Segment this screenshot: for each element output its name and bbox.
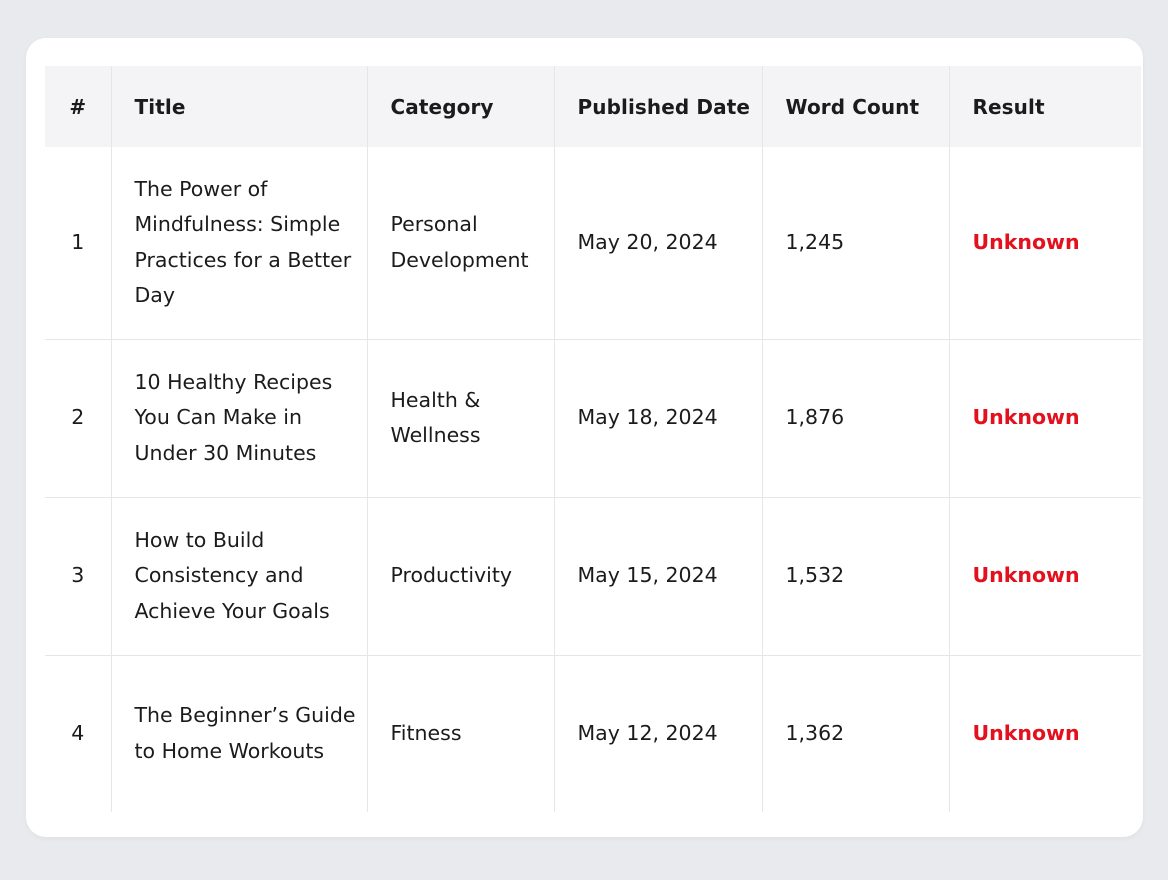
row-word-count: 1,876 [762, 339, 949, 497]
column-header-published-date[interactable]: Published Date [554, 66, 762, 147]
row-title: The Power of Mindfulness: Simple Practices for a Better Day [111, 147, 367, 339]
row-result: Unknown [949, 655, 1141, 812]
header-row [45, 66, 1141, 147]
row-result: Unknown [949, 497, 1141, 655]
column-header-category[interactable]: Category [367, 66, 554, 147]
table-row[interactable] [45, 339, 1141, 497]
row-category: Productivity [367, 497, 554, 655]
row-word-count: 1,362 [762, 655, 949, 812]
table-header [45, 66, 1141, 147]
row-number: 4 [45, 655, 111, 812]
row-number: 2 [45, 339, 111, 497]
row-number: 1 [71, 230, 85, 254]
table-row[interactable] [45, 655, 1141, 812]
row-category: Health & Wellness [367, 339, 554, 497]
column-header-title[interactable]: Title [111, 66, 367, 147]
row-result: Unknown [949, 147, 1141, 339]
row-published-date: May 20, 2024 [554, 147, 762, 339]
row-title: How to Build Consistency and Achieve Your Goals [111, 497, 367, 655]
row-title: 10 Healthy Recipes You Can Make in Under 30 Minutes [111, 339, 367, 497]
row-published-date: May 12, 2024 [554, 655, 762, 812]
articles-table [45, 66, 1141, 812]
table-body [45, 147, 1141, 812]
row-result: Unknown [949, 339, 1141, 497]
table-row[interactable] [45, 497, 1141, 655]
row-category: Fitness [367, 655, 554, 812]
table-row[interactable] [45, 147, 1141, 339]
table-card [26, 38, 1143, 837]
row-word-count: 1,245 [762, 147, 949, 339]
row-category: Personal Development [367, 147, 554, 339]
row-published-date: May 18, 2024 [554, 339, 762, 497]
row-number: 3 [45, 497, 111, 655]
row-title: The Beginner’s Guide to Home Workouts [111, 655, 367, 812]
column-header-word-count[interactable]: Word Count [762, 66, 949, 147]
row-published-date: May 15, 2024 [554, 497, 762, 655]
row-word-count: 1,532 [762, 497, 949, 655]
column-header-number[interactable]: # [45, 66, 111, 147]
column-header-result[interactable]: Result [949, 66, 1141, 147]
